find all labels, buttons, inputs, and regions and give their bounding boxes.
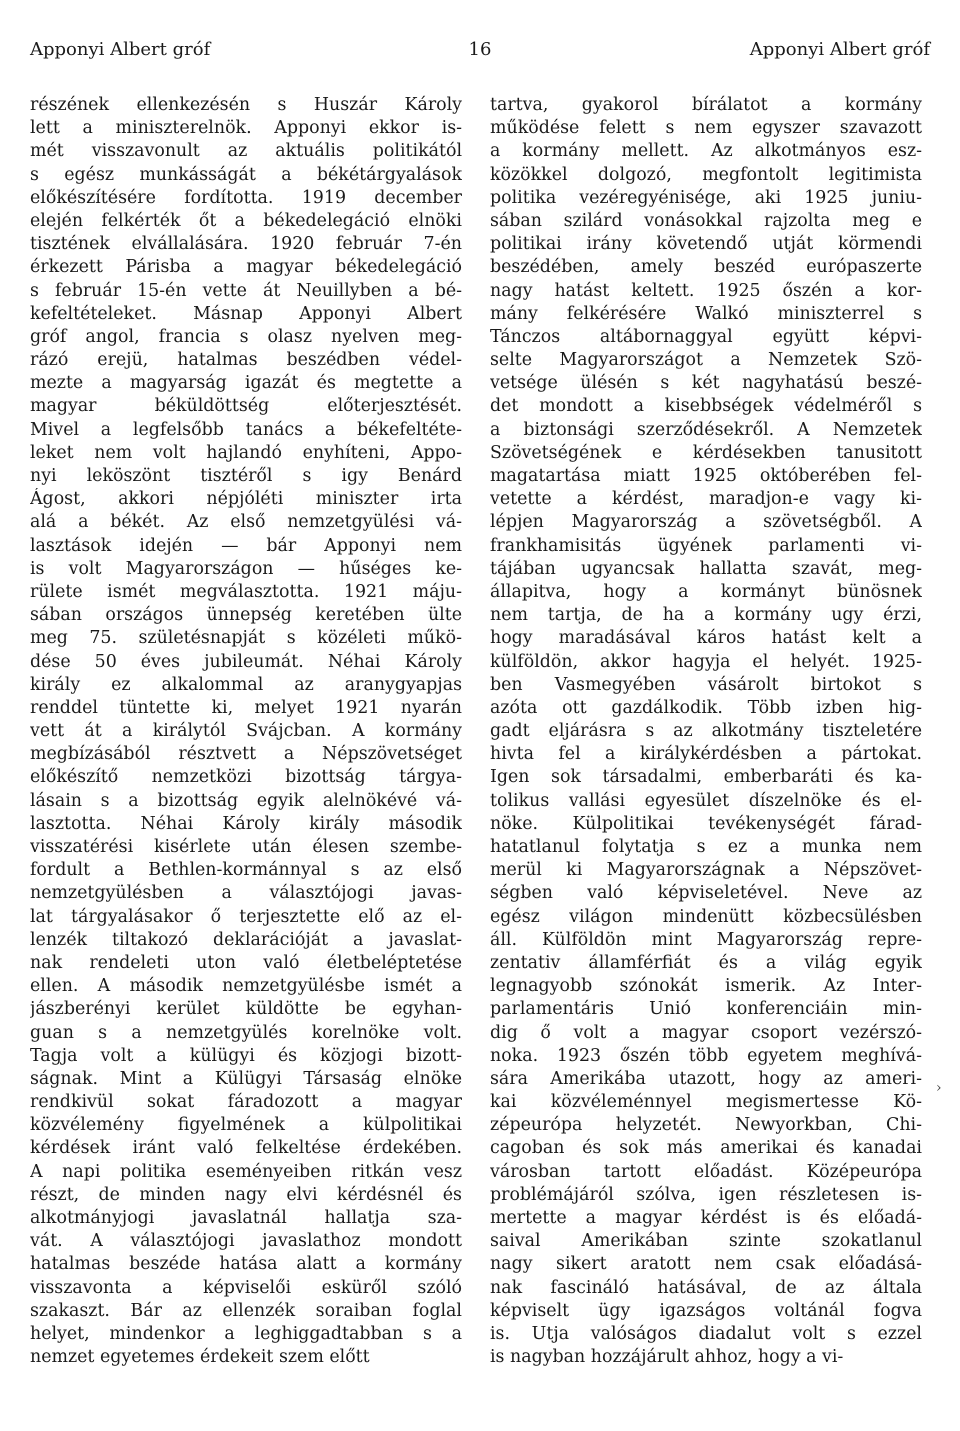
text-line: egész világon mindenütt közbecsülésben: [490, 906, 922, 927]
text-line: hogy maradásával káros hatást kelt a: [490, 628, 922, 649]
text-line: hatatlanul folytatja s ez a munka nem: [490, 837, 922, 857]
text-line: közvélemény figyelmének a külpolitikai: [30, 1115, 462, 1136]
running-header: [30, 36, 930, 64]
text-line: gadt eljárásra s az alkotmány tiszteletére: [490, 721, 922, 742]
text-line: nak rendeleti uton való életbeléptetése: [30, 952, 462, 973]
text-line: is nagyban hozzájárult ahhoz, hogy a vi-: [490, 1347, 844, 1368]
text-line: gróf angol, francia s olasz nyelven meg-: [30, 326, 462, 347]
text-line: Tánczos altábornaggyal együtt képvi-: [490, 326, 922, 347]
text-line: nagy sikert aratott nem csak előadásá-: [490, 1254, 922, 1275]
text-line: jászberényi kerület küldötte be egyhan-: [30, 999, 462, 1020]
text-line: hatalmas beszéde hatása alatt a kormány: [30, 1254, 462, 1275]
text-line: alkotmányjogi javaslatnál hallatja sza-: [30, 1208, 462, 1228]
text-column-right: [490, 94, 922, 1369]
text-line: politikai irány követendő utját körmendi: [490, 234, 922, 255]
text-line: nemzet egyetemes érdekeit szem előtt: [30, 1347, 370, 1368]
text-line: tolikus vallási egyesület díszelnöke és el-: [490, 790, 922, 811]
text-line: lépjen Magyarország a szövetségből. A: [490, 512, 922, 533]
text-line: is. Utja valóságos diadalut volt s ezzel: [490, 1323, 922, 1344]
text-line: vetsége ülésén s két nagyhatású beszé-: [490, 373, 922, 394]
text-line: visszavonta a képviselői esküről szóló: [30, 1277, 462, 1298]
text-line: elején felkérték őt a békedelegáció elnöki: [30, 210, 462, 231]
text-line: ségben való képviseletével. Neve az: [490, 883, 922, 904]
text-line: mezte a magyarság igazát és megtette a: [30, 373, 462, 394]
text-line: áll. Külföldön mint Magyarország repre-: [490, 929, 922, 950]
text-line: lett a miniszterelnök. Apponyi ekkor is-: [30, 118, 462, 139]
text-line: mány felkérésére Walkó miniszterrel s: [490, 303, 922, 324]
text-line: nak fascináló hatásával, de az általa: [490, 1277, 922, 1298]
text-line: előkészítésére fordította. 1919 december: [30, 187, 462, 208]
running-head-right: Apponyi Albert gróf: [749, 39, 930, 60]
text-line: frankhamisitás ügyének parlamenti vi-: [490, 535, 922, 556]
text-line: állapitva, hogy a kormányt bünösnek: [490, 581, 922, 602]
text-line: a biztonsági szerződésekről. A Nemzetek: [490, 419, 922, 440]
text-line: rázó erejü, hatalmas beszédben védel-: [30, 350, 462, 371]
text-line: sában szilárd vonásokkal rajzolta meg e: [490, 210, 922, 231]
text-line: rendkivül sokat fáradozott a magyar: [30, 1092, 462, 1113]
text-line: renddel tüntette ki, melyet 1921 nyarán: [30, 697, 462, 718]
text-line: rülete ismét megválasztotta. 1921 máju-: [30, 581, 462, 602]
text-line: selte Magyarországot a Nemzetek Szö-: [490, 350, 922, 371]
text-line: legnagyobb szónokát ismerik. Az Inter-: [490, 976, 922, 997]
page-number: 16: [468, 39, 492, 60]
text-line: részt, de minden nagy elvi kérdésnél és: [30, 1184, 462, 1205]
text-line: magatartása miatt 1925 októberében fel-: [490, 466, 922, 486]
text-line: ságnak. Mint a Külügyi Társaság elnöke: [30, 1068, 462, 1089]
text-line: saival Amerikában szinte szokatlanul: [490, 1231, 922, 1252]
text-line: sában országos ünnepség keretében ülte: [30, 605, 462, 626]
text-line: ellen. A második nemzetgyülésbe ismét a: [30, 976, 462, 997]
text-line: mét visszavonult az aktuális politikától: [30, 141, 462, 162]
text-line: noka. 1923 őszén több egyetem meghívá-: [490, 1045, 922, 1066]
text-line: lat tárgyalásakor ő terjesztette elő az el-: [30, 906, 462, 927]
text-line: hivta fel a királykérdésben a pártokat.: [490, 744, 922, 765]
text-line: dig ő volt a magyar csoport vezérszó-: [490, 1022, 922, 1043]
text-line: s február 15-én vette át Neuillyben a bé-: [30, 280, 462, 301]
text-line: Tagja volt a külügyi és közjogi bizott-: [30, 1045, 462, 1066]
text-line: fordult a Bethlen-kormánnyal s az első: [30, 860, 462, 881]
running-head-left: Apponyi Albert gróf: [30, 39, 211, 60]
text-line: visszatérési kisérlete után élesen szembe-: [30, 837, 462, 857]
text-line: működése felett s nem egyszer szavazott: [490, 118, 922, 139]
text-line: kai közvéleménnyel megismertesse Kö-: [490, 1092, 922, 1113]
text-line: politika vezéregyénisége, aki 1925 juniu-: [490, 187, 922, 208]
text-line: lasztotta. Néhai Károly király második: [30, 813, 462, 834]
text-line: zentativ államférfiát és a világ egyik: [490, 952, 922, 973]
text-line: lásain s a bizottság egyik alelnökévé vá-: [30, 790, 462, 811]
text-line: dése 50 éves jubileumát. Néhai Károly: [30, 651, 462, 672]
text-line: helyet, mindenkor a leghiggadtabban s a: [30, 1323, 462, 1344]
text-line: tájában ugyancsak hallatta szavát, meg-: [490, 558, 922, 579]
text-line: s egész munkásságát a békétárgyalások: [30, 164, 462, 185]
text-line: A napi politika eseményeiben ritkán vesz: [30, 1161, 462, 1182]
text-line: Mivel a legfelsőbb tanács a békefeltéte-: [30, 419, 462, 440]
text-line: meg 75. születésnapját s közéleti műkö-: [30, 628, 462, 649]
text-line: zépeurópa helyzetét. Newyorkban, Chi-: [490, 1115, 922, 1136]
text-line: merül ki Magyarországnak a Népszövet-: [490, 860, 922, 881]
text-line: azóta ott gazdálkodik. Több izben hig-: [490, 697, 922, 718]
text-line: nem tartja, de ha a kormány ugy érzi,: [490, 605, 922, 626]
text-line: tisztének elvállalására. 1920 február 7-én: [30, 234, 462, 255]
text-line: lasztások idején — bár Apponyi nem: [30, 535, 462, 556]
text-line: tartva, gyakorol bírálatot a kormány: [490, 95, 922, 115]
text-line: külföldön, akkor hagyja el helyét. 1925-: [490, 651, 922, 672]
text-line: mertette a magyar kérdést is és előadá-: [490, 1208, 922, 1228]
text-line: Igen sok társadalmi, emberbaráti és ka-: [490, 767, 922, 788]
text-line: érkezett Párisba a magyar békedelegáció: [30, 257, 462, 278]
text-line: Szövetségének e kérdésekben tanusitott: [490, 442, 922, 463]
text-line: cagoban és sok más amerikai és kanadai: [490, 1138, 922, 1159]
text-line: ben Vasmegyében vásárolt birtokot s: [490, 674, 922, 695]
text-line: guan s a nemzetgyülés korelnöke volt.: [30, 1022, 462, 1043]
margin-mark: ›: [936, 1080, 942, 1096]
text-line: képviselt ügy igazságos voltánál fogva: [490, 1300, 922, 1321]
text-line: király ez alkalommal az aranygyapjas: [30, 674, 462, 695]
text-line: leket nem volt hajlandó enyhíteni, Appo-: [30, 442, 462, 463]
text-line: magyar béküldöttség előterjesztését.: [30, 396, 462, 417]
text-line: városban tartott előadást. Középeurópa: [490, 1161, 922, 1182]
text-line: vetette a kérdést, maradjon-e vagy ki-: [490, 489, 922, 510]
text-line: nagy hatást keltett. 1925 őszén a kor-: [490, 280, 922, 301]
text-line: kérdések iránt való felkeltése érdekében.: [30, 1138, 462, 1159]
text-line: részének ellenkezésén s Huszár Károly: [30, 95, 462, 115]
text-line: szakaszt. Bár az ellenzék soraiban foglal: [30, 1300, 462, 1321]
text-line: a kormány mellett. Az alkotmányos esz-: [490, 141, 922, 162]
text-line: kefeltételeket. Másnap Apponyi Albert: [30, 303, 462, 324]
text-line: problémájáról szólva, igen részletesen is-: [490, 1184, 922, 1205]
text-line: nyi leköszönt tisztéről s igy Benárd: [30, 466, 462, 486]
text-line: alá a békét. Az első nemzetgyülési vá-: [30, 512, 462, 533]
text-line: det mondott a kisebbségek védelméről s: [490, 396, 922, 417]
text-column-left: [30, 94, 462, 1369]
text-line: Ágost, akkori népjóléti miniszter irta: [30, 489, 462, 510]
text-line: előkészítő nemzetközi bizottság tárgya-: [30, 767, 462, 788]
text-line: lenzék tiltakozó deklarációját a javaslat-: [30, 929, 462, 950]
text-line: parlamentáris Unió konferenciáin min-: [490, 999, 922, 1020]
text-line: vát. A választójogi javaslathoz mondott: [30, 1231, 462, 1252]
text-line: beszédében, amely beszéd európaszerte: [490, 257, 922, 278]
text-line: nöke. Külpolitikai tevékenységét fárad-: [490, 813, 922, 834]
text-line: sára Amerikába utazott, hogy az ameri-: [490, 1068, 922, 1089]
text-line: nemzetgyülésben a választójogi javas-: [30, 883, 462, 904]
text-line: közökkel dolgozó, megfontolt legitimista: [490, 164, 922, 185]
text-line: vett át a királytól Svájcban. A kormány: [30, 721, 462, 742]
text-line: is volt Magyarországon — hűséges ke-: [30, 558, 462, 579]
text-line: megbízásából résztvett a Népszövetséget: [30, 744, 462, 765]
